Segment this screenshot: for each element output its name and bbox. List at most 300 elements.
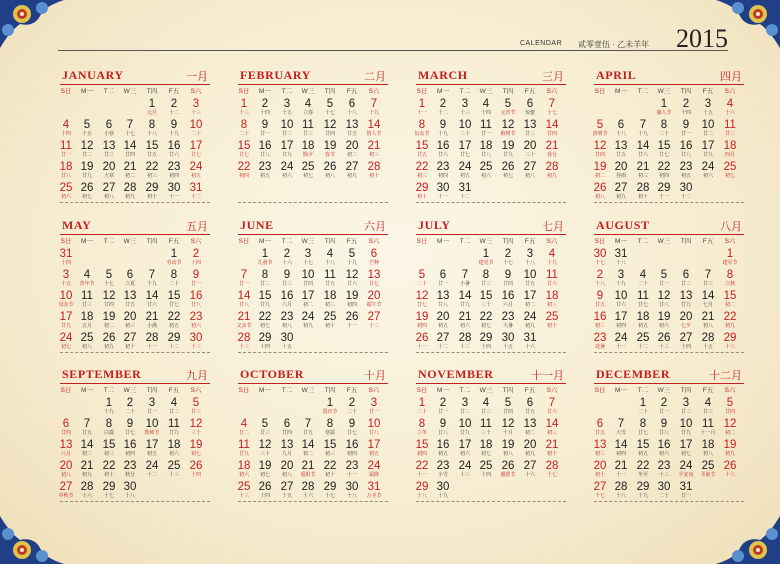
day-cell[interactable] — [476, 311, 496, 329]
day-cell[interactable] — [476, 418, 496, 436]
day-cell[interactable] — [542, 460, 562, 478]
day-cell[interactable] — [476, 332, 496, 350]
day-cell[interactable] — [99, 418, 119, 436]
day-cell[interactable] — [120, 397, 140, 415]
day-cell[interactable] — [164, 98, 184, 116]
day-cell[interactable] — [611, 248, 631, 266]
day-cell[interactable] — [698, 418, 718, 436]
day-cell[interactable] — [520, 332, 540, 350]
day-cell[interactable] — [590, 290, 610, 308]
day-cell[interactable] — [542, 119, 562, 137]
day-cell[interactable] — [433, 332, 453, 350]
day-cell[interactable] — [720, 119, 740, 137]
day-cell[interactable] — [476, 140, 496, 158]
day-cell[interactable] — [120, 161, 140, 179]
day-cell[interactable] — [120, 140, 140, 158]
day-cell[interactable] — [320, 481, 340, 499]
day-cell[interactable] — [255, 269, 275, 287]
day-cell[interactable] — [234, 311, 254, 329]
day-cell[interactable] — [498, 161, 518, 179]
day-cell[interactable] — [654, 269, 674, 287]
day-cell[interactable] — [412, 397, 432, 415]
day-cell[interactable] — [298, 119, 318, 137]
day-cell[interactable] — [255, 460, 275, 478]
day-cell[interactable] — [412, 140, 432, 158]
day-cell[interactable] — [720, 98, 740, 116]
day-cell[interactable] — [277, 140, 297, 158]
day-cell[interactable] — [611, 182, 631, 200]
day-cell[interactable] — [676, 98, 696, 116]
day-cell[interactable] — [56, 119, 76, 137]
day-cell[interactable] — [255, 418, 275, 436]
day-cell[interactable] — [698, 397, 718, 415]
day-cell[interactable] — [542, 269, 562, 287]
day-cell[interactable] — [56, 161, 76, 179]
day-cell[interactable] — [654, 98, 674, 116]
day-cell[interactable] — [56, 439, 76, 457]
day-cell[interactable] — [77, 481, 97, 499]
day-cell[interactable] — [698, 98, 718, 116]
day-cell[interactable] — [255, 332, 275, 350]
day-cell[interactable] — [611, 332, 631, 350]
day-cell[interactable] — [234, 418, 254, 436]
day-cell[interactable] — [77, 161, 97, 179]
day-cell[interactable] — [676, 397, 696, 415]
day-cell[interactable] — [542, 161, 562, 179]
day-cell[interactable] — [455, 119, 475, 137]
day-cell[interactable] — [590, 418, 610, 436]
day-cell[interactable] — [164, 460, 184, 478]
day-cell[interactable] — [720, 418, 740, 436]
day-cell[interactable] — [676, 290, 696, 308]
day-cell[interactable] — [99, 182, 119, 200]
day-cell[interactable] — [455, 439, 475, 457]
day-cell[interactable] — [342, 161, 362, 179]
day-cell[interactable] — [342, 140, 362, 158]
day-cell[interactable] — [654, 161, 674, 179]
day-cell[interactable] — [298, 460, 318, 478]
day-cell[interactable] — [433, 418, 453, 436]
day-cell[interactable] — [633, 332, 653, 350]
day-cell[interactable] — [676, 161, 696, 179]
day-cell[interactable] — [455, 418, 475, 436]
day-cell[interactable] — [676, 182, 696, 200]
day-cell[interactable] — [698, 119, 718, 137]
day-cell[interactable] — [99, 119, 119, 137]
day-cell[interactable] — [186, 290, 206, 308]
day-cell[interactable] — [342, 397, 362, 415]
day-cell[interactable] — [498, 98, 518, 116]
day-cell[interactable] — [433, 98, 453, 116]
day-cell[interactable] — [120, 311, 140, 329]
day-cell[interactable] — [654, 311, 674, 329]
day-cell[interactable] — [164, 311, 184, 329]
day-cell[interactable] — [611, 290, 631, 308]
day-cell[interactable] — [720, 140, 740, 158]
day-cell[interactable] — [590, 140, 610, 158]
day-cell[interactable] — [142, 397, 162, 415]
day-cell[interactable] — [142, 269, 162, 287]
day-cell[interactable] — [120, 481, 140, 499]
day-cell[interactable] — [277, 269, 297, 287]
day-cell[interactable] — [142, 98, 162, 116]
day-cell[interactable] — [720, 161, 740, 179]
day-cell[interactable] — [654, 418, 674, 436]
day-cell[interactable] — [498, 119, 518, 137]
day-cell[interactable] — [320, 269, 340, 287]
day-cell[interactable] — [342, 481, 362, 499]
day-cell[interactable] — [412, 182, 432, 200]
day-cell[interactable] — [412, 332, 432, 350]
day-cell[interactable] — [277, 460, 297, 478]
day-cell[interactable] — [720, 397, 740, 415]
day-cell[interactable] — [455, 140, 475, 158]
day-cell[interactable] — [498, 460, 518, 478]
day-cell[interactable] — [77, 460, 97, 478]
day-cell[interactable] — [186, 439, 206, 457]
day-cell[interactable] — [542, 140, 562, 158]
day-cell[interactable] — [120, 460, 140, 478]
day-cell[interactable] — [720, 332, 740, 350]
day-cell[interactable] — [654, 119, 674, 137]
day-cell[interactable] — [56, 311, 76, 329]
day-cell[interactable] — [56, 140, 76, 158]
day-cell[interactable] — [676, 460, 696, 478]
day-cell[interactable] — [412, 119, 432, 137]
day-cell[interactable] — [364, 119, 384, 137]
day-cell[interactable] — [455, 182, 475, 200]
day-cell[interactable] — [654, 290, 674, 308]
day-cell[interactable] — [320, 290, 340, 308]
day-cell[interactable] — [520, 397, 540, 415]
day-cell[interactable] — [298, 269, 318, 287]
day-cell[interactable] — [433, 182, 453, 200]
day-cell[interactable] — [164, 182, 184, 200]
day-cell[interactable] — [520, 140, 540, 158]
day-cell[interactable] — [611, 269, 631, 287]
day-cell[interactable] — [611, 418, 631, 436]
day-cell[interactable] — [56, 182, 76, 200]
day-cell[interactable] — [164, 439, 184, 457]
day-cell[interactable] — [142, 418, 162, 436]
day-cell[interactable] — [164, 140, 184, 158]
day-cell[interactable] — [611, 439, 631, 457]
day-cell[interactable] — [433, 269, 453, 287]
day-cell[interactable] — [298, 311, 318, 329]
day-cell[interactable] — [277, 248, 297, 266]
day-cell[interactable] — [698, 332, 718, 350]
day-cell[interactable] — [320, 460, 340, 478]
day-cell[interactable] — [186, 418, 206, 436]
day-cell[interactable] — [277, 98, 297, 116]
day-cell[interactable] — [676, 332, 696, 350]
day-cell[interactable] — [364, 418, 384, 436]
day-cell[interactable] — [676, 119, 696, 137]
day-cell[interactable] — [234, 140, 254, 158]
day-cell[interactable] — [433, 119, 453, 137]
day-cell[interactable] — [611, 140, 631, 158]
day-cell[interactable] — [277, 119, 297, 137]
day-cell[interactable] — [676, 418, 696, 436]
day-cell[interactable] — [720, 460, 740, 478]
day-cell[interactable] — [277, 311, 297, 329]
day-cell[interactable] — [342, 460, 362, 478]
day-cell[interactable] — [56, 290, 76, 308]
day-cell[interactable] — [720, 311, 740, 329]
day-cell[interactable] — [77, 140, 97, 158]
day-cell[interactable] — [56, 418, 76, 436]
day-cell[interactable] — [476, 397, 496, 415]
day-cell[interactable] — [99, 481, 119, 499]
day-cell[interactable] — [186, 98, 206, 116]
day-cell[interactable] — [590, 460, 610, 478]
day-cell[interactable] — [364, 98, 384, 116]
day-cell[interactable] — [498, 290, 518, 308]
day-cell[interactable] — [164, 119, 184, 137]
day-cell[interactable] — [99, 161, 119, 179]
day-cell[interactable] — [320, 119, 340, 137]
day-cell[interactable] — [476, 119, 496, 137]
day-cell[interactable] — [455, 460, 475, 478]
day-cell[interactable] — [255, 98, 275, 116]
day-cell[interactable] — [298, 98, 318, 116]
day-cell[interactable] — [99, 460, 119, 478]
day-cell[interactable] — [633, 311, 653, 329]
day-cell[interactable] — [298, 418, 318, 436]
day-cell[interactable] — [455, 161, 475, 179]
day-cell[interactable] — [455, 397, 475, 415]
day-cell[interactable] — [320, 397, 340, 415]
day-cell[interactable] — [654, 332, 674, 350]
day-cell[interactable] — [186, 397, 206, 415]
day-cell[interactable] — [164, 248, 184, 266]
day-cell[interactable] — [277, 439, 297, 457]
day-cell[interactable] — [498, 248, 518, 266]
day-cell[interactable] — [633, 481, 653, 499]
day-cell[interactable] — [476, 269, 496, 287]
day-cell[interactable] — [164, 418, 184, 436]
day-cell[interactable] — [342, 418, 362, 436]
day-cell[interactable] — [520, 119, 540, 137]
day-cell[interactable] — [633, 418, 653, 436]
day-cell[interactable] — [320, 418, 340, 436]
day-cell[interactable] — [234, 161, 254, 179]
day-cell[interactable] — [476, 290, 496, 308]
day-cell[interactable] — [234, 439, 254, 457]
day-cell[interactable] — [77, 418, 97, 436]
day-cell[interactable] — [498, 332, 518, 350]
day-cell[interactable] — [498, 418, 518, 436]
day-cell[interactable] — [412, 481, 432, 499]
day-cell[interactable] — [342, 269, 362, 287]
day-cell[interactable] — [234, 119, 254, 137]
day-cell[interactable] — [433, 290, 453, 308]
day-cell[interactable] — [698, 439, 718, 457]
day-cell[interactable] — [56, 248, 76, 266]
day-cell[interactable] — [633, 397, 653, 415]
day-cell[interactable] — [56, 269, 76, 287]
day-cell[interactable] — [476, 439, 496, 457]
day-cell[interactable] — [520, 439, 540, 457]
day-cell[interactable] — [364, 140, 384, 158]
day-cell[interactable] — [142, 460, 162, 478]
day-cell[interactable] — [676, 269, 696, 287]
day-cell[interactable] — [342, 439, 362, 457]
day-cell[interactable] — [520, 418, 540, 436]
day-cell[interactable] — [676, 439, 696, 457]
day-cell[interactable] — [654, 481, 674, 499]
day-cell[interactable] — [298, 439, 318, 457]
day-cell[interactable] — [590, 119, 610, 137]
day-cell[interactable] — [186, 248, 206, 266]
day-cell[interactable] — [590, 161, 610, 179]
day-cell[interactable] — [77, 332, 97, 350]
day-cell[interactable] — [255, 481, 275, 499]
day-cell[interactable] — [698, 460, 718, 478]
day-cell[interactable] — [476, 98, 496, 116]
day-cell[interactable] — [234, 481, 254, 499]
day-cell[interactable] — [542, 439, 562, 457]
day-cell[interactable] — [590, 439, 610, 457]
day-cell[interactable] — [720, 290, 740, 308]
day-cell[interactable] — [633, 269, 653, 287]
day-cell[interactable] — [277, 161, 297, 179]
day-cell[interactable] — [186, 119, 206, 137]
day-cell[interactable] — [120, 439, 140, 457]
day-cell[interactable] — [342, 311, 362, 329]
day-cell[interactable] — [654, 439, 674, 457]
day-cell[interactable] — [298, 290, 318, 308]
day-cell[interactable] — [654, 182, 674, 200]
day-cell[interactable] — [364, 397, 384, 415]
day-cell[interactable] — [277, 418, 297, 436]
day-cell[interactable] — [364, 248, 384, 266]
day-cell[interactable] — [590, 269, 610, 287]
day-cell[interactable] — [520, 269, 540, 287]
day-cell[interactable] — [320, 311, 340, 329]
day-cell[interactable] — [433, 311, 453, 329]
day-cell[interactable] — [455, 311, 475, 329]
day-cell[interactable] — [120, 418, 140, 436]
day-cell[interactable] — [633, 439, 653, 457]
day-cell[interactable] — [542, 290, 562, 308]
day-cell[interactable] — [542, 397, 562, 415]
day-cell[interactable] — [255, 119, 275, 137]
day-cell[interactable] — [99, 140, 119, 158]
day-cell[interactable] — [164, 332, 184, 350]
day-cell[interactable] — [433, 161, 453, 179]
day-cell[interactable] — [412, 460, 432, 478]
day-cell[interactable] — [520, 161, 540, 179]
day-cell[interactable] — [590, 248, 610, 266]
day-cell[interactable] — [633, 119, 653, 137]
day-cell[interactable] — [342, 98, 362, 116]
day-cell[interactable] — [412, 269, 432, 287]
day-cell[interactable] — [412, 311, 432, 329]
day-cell[interactable] — [698, 269, 718, 287]
day-cell[interactable] — [277, 332, 297, 350]
day-cell[interactable] — [186, 269, 206, 287]
day-cell[interactable] — [164, 397, 184, 415]
day-cell[interactable] — [234, 332, 254, 350]
day-cell[interactable] — [633, 290, 653, 308]
day-cell[interactable] — [520, 98, 540, 116]
day-cell[interactable] — [498, 397, 518, 415]
day-cell[interactable] — [698, 161, 718, 179]
day-cell[interactable] — [476, 161, 496, 179]
day-cell[interactable] — [99, 397, 119, 415]
day-cell[interactable] — [298, 248, 318, 266]
day-cell[interactable] — [142, 119, 162, 137]
day-cell[interactable] — [654, 140, 674, 158]
day-cell[interactable] — [412, 439, 432, 457]
day-cell[interactable] — [364, 269, 384, 287]
day-cell[interactable] — [611, 460, 631, 478]
day-cell[interactable] — [164, 161, 184, 179]
day-cell[interactable] — [590, 481, 610, 499]
day-cell[interactable] — [633, 140, 653, 158]
day-cell[interactable] — [120, 269, 140, 287]
day-cell[interactable] — [255, 311, 275, 329]
day-cell[interactable] — [298, 161, 318, 179]
day-cell[interactable] — [342, 248, 362, 266]
day-cell[interactable] — [542, 418, 562, 436]
day-cell[interactable] — [142, 332, 162, 350]
day-cell[interactable] — [234, 290, 254, 308]
day-cell[interactable] — [542, 248, 562, 266]
day-cell[interactable] — [364, 290, 384, 308]
day-cell[interactable] — [633, 182, 653, 200]
day-cell[interactable] — [476, 460, 496, 478]
day-cell[interactable] — [542, 98, 562, 116]
day-cell[interactable] — [277, 290, 297, 308]
day-cell[interactable] — [164, 269, 184, 287]
day-cell[interactable] — [255, 248, 275, 266]
day-cell[interactable] — [433, 481, 453, 499]
day-cell[interactable] — [698, 290, 718, 308]
day-cell[interactable] — [364, 439, 384, 457]
day-cell[interactable] — [164, 290, 184, 308]
day-cell[interactable] — [234, 460, 254, 478]
day-cell[interactable] — [186, 332, 206, 350]
day-cell[interactable] — [654, 460, 674, 478]
day-cell[interactable] — [186, 311, 206, 329]
day-cell[interactable] — [364, 311, 384, 329]
day-cell[interactable] — [611, 311, 631, 329]
day-cell[interactable] — [412, 98, 432, 116]
day-cell[interactable] — [142, 439, 162, 457]
day-cell[interactable] — [720, 269, 740, 287]
day-cell[interactable] — [56, 481, 76, 499]
day-cell[interactable] — [120, 332, 140, 350]
day-cell[interactable] — [412, 418, 432, 436]
day-cell[interactable] — [99, 269, 119, 287]
day-cell[interactable] — [476, 248, 496, 266]
day-cell[interactable] — [186, 460, 206, 478]
day-cell[interactable] — [698, 311, 718, 329]
day-cell[interactable] — [433, 460, 453, 478]
day-cell[interactable] — [455, 290, 475, 308]
day-cell[interactable] — [364, 460, 384, 478]
day-cell[interactable] — [611, 119, 631, 137]
day-cell[interactable] — [120, 182, 140, 200]
day-cell[interactable] — [120, 119, 140, 137]
day-cell[interactable] — [277, 481, 297, 499]
day-cell[interactable] — [498, 311, 518, 329]
day-cell[interactable] — [142, 182, 162, 200]
day-cell[interactable] — [234, 98, 254, 116]
day-cell[interactable] — [320, 248, 340, 266]
